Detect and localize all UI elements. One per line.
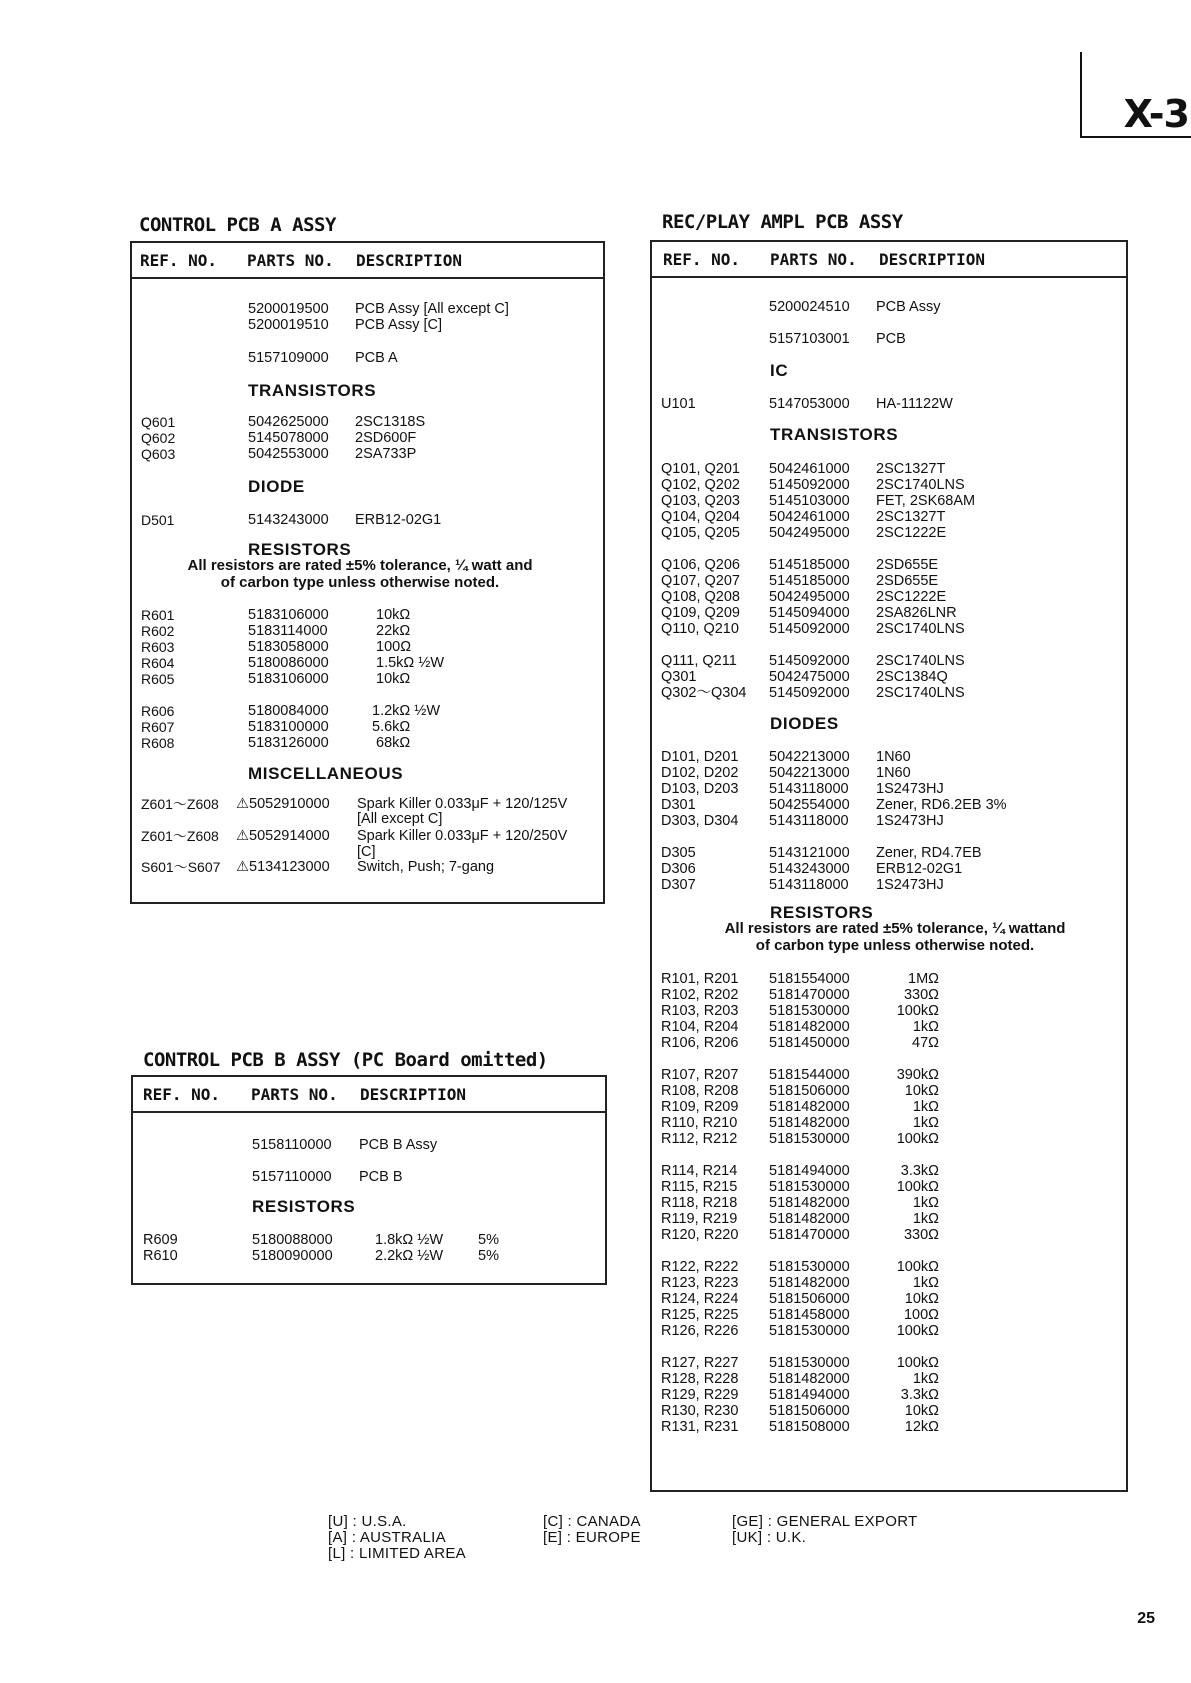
recplay-part-no: 5145092000 bbox=[769, 477, 850, 493]
recplay-title: REC/PLAY AMPL PCB ASSY bbox=[662, 211, 903, 233]
recplay-description: 100kΩ bbox=[896, 1323, 939, 1339]
recplay-part-no: 5143243000 bbox=[769, 861, 850, 877]
recplay-description: 390kΩ bbox=[896, 1067, 939, 1083]
recplay-description: 10kΩ bbox=[904, 1291, 939, 1307]
control-a-part-no: ⚠5134123000 bbox=[236, 859, 330, 875]
recplay-description: 1kΩ bbox=[912, 1019, 939, 1035]
recplay-part-no: 5181544000 bbox=[769, 1067, 850, 1083]
recplay-ref: Q110, Q210 bbox=[661, 621, 739, 637]
recplay-ref: R122, R222 bbox=[661, 1259, 739, 1275]
recplay-ref: R101, R201 bbox=[661, 971, 739, 987]
recplay-description: 3.3kΩ bbox=[900, 1387, 939, 1403]
control-a-description: PCB Assy [C] bbox=[355, 317, 443, 333]
control-a-part-no: 5183106000 bbox=[248, 671, 329, 687]
recplay-part-no: 5181494000 bbox=[769, 1163, 850, 1179]
recplay-description: 1S2473HJ bbox=[876, 813, 944, 829]
recplay-ref: D101, D201 bbox=[661, 749, 739, 765]
control-a-description: 2SC1318S bbox=[355, 414, 426, 430]
recplay-part-no: 5042495000 bbox=[769, 525, 850, 541]
control-a-part-no: ⚠5052914000 bbox=[236, 828, 330, 844]
recplay-part-no: 5042475000 bbox=[769, 669, 850, 685]
control-a-note-line2: of carbon type unless otherwise noted. bbox=[220, 574, 500, 591]
recplay-ref: R115, R215 bbox=[661, 1179, 738, 1195]
recplay-part-no: 5145092000 bbox=[769, 621, 850, 637]
recplay-part-no: 5181458000 bbox=[769, 1307, 850, 1323]
recplay-part-no: 5181482000 bbox=[769, 1019, 850, 1035]
recplay-part-no: 5181482000 bbox=[769, 1211, 850, 1227]
control-b-sub-resistors: RESISTORS bbox=[252, 1197, 356, 1216]
control-b-part-no: 5180090000 bbox=[252, 1248, 333, 1264]
recplay-ref: Q107, Q207 bbox=[661, 573, 740, 589]
control-a-description: ERB12-02G1 bbox=[355, 512, 442, 528]
header-description: DESCRIPTION bbox=[360, 1085, 466, 1104]
control-a-description: 2SA733P bbox=[355, 446, 417, 462]
recplay-part-no: 5181506000 bbox=[769, 1291, 850, 1307]
control-b-description: PCB B Assy bbox=[359, 1137, 438, 1153]
recplay-description: 100kΩ bbox=[896, 1003, 939, 1019]
control-a-ref: R607 bbox=[141, 719, 175, 735]
recplay-ref: R110, R210 bbox=[661, 1115, 738, 1131]
control-a-ref: D501 bbox=[141, 512, 175, 528]
recplay-part-no: 5145094000 bbox=[769, 605, 850, 621]
recplay-ref: R128, R228 bbox=[661, 1371, 739, 1387]
control-a-description: Spark Killer 0.033μF + 120/250V bbox=[357, 828, 568, 844]
recplay-part-no: 5181470000 bbox=[769, 987, 850, 1003]
control-a-part-no: 5145078000 bbox=[248, 430, 329, 446]
recplay-part-no: 5181506000 bbox=[769, 1403, 850, 1419]
control-b-description: PCB B bbox=[359, 1169, 403, 1185]
control-a-ref: R603 bbox=[141, 639, 175, 655]
control-a-sub-resistors: RESISTORS bbox=[248, 540, 352, 559]
recplay-description: 2SC1327T bbox=[876, 461, 946, 477]
recplay-ref: R106, R206 bbox=[661, 1035, 739, 1051]
control-a-ref: Z601～Z608 bbox=[141, 796, 219, 812]
control-a-part-no: 5183126000 bbox=[248, 735, 329, 751]
control-a-ref: Q603 bbox=[141, 446, 176, 462]
recplay-ref: Q106, Q206 bbox=[661, 557, 740, 573]
recplay-ref: R114, R214 bbox=[661, 1163, 738, 1179]
recplay-part-no: 5181482000 bbox=[769, 1099, 850, 1115]
control-a-ref: R605 bbox=[141, 671, 175, 687]
control-a-description: PCB A bbox=[355, 350, 398, 366]
recplay-part-no: 5147053000 bbox=[769, 396, 850, 412]
recplay-ref: Q111, Q211 bbox=[661, 653, 737, 669]
control-a-part-no: 5200019510 bbox=[248, 317, 329, 333]
recplay-note-line2: of carbon type unless otherwise noted. bbox=[755, 937, 1035, 954]
recplay-description: 100Ω bbox=[903, 1307, 939, 1323]
recplay-part-no: 5143118000 bbox=[769, 877, 849, 893]
header-parts: PARTS NO. bbox=[251, 1085, 338, 1104]
recplay-part-no: 5181530000 bbox=[769, 1323, 850, 1339]
recplay-header bbox=[652, 242, 1126, 278]
recplay-description: 1MΩ bbox=[908, 971, 939, 987]
legend-limited-area: [L] : LIMITED AREA bbox=[328, 1545, 466, 1562]
recplay-description: 12kΩ bbox=[904, 1419, 939, 1435]
recplay-description: 2SC1740LNS bbox=[876, 653, 965, 669]
recplay-ref: Q108, Q208 bbox=[661, 589, 740, 605]
recplay-description: 1N60 bbox=[876, 749, 911, 765]
legend-usa: [U] : U.S.A. bbox=[328, 1513, 407, 1530]
control-a-part-no: 5042625000 bbox=[248, 414, 329, 430]
recplay-description: 2SC1740LNS bbox=[876, 685, 965, 701]
control-a-description: PCB Assy [All except C] bbox=[355, 301, 509, 317]
recplay-part-no: 5181470000 bbox=[769, 1227, 850, 1243]
recplay-description: 330Ω bbox=[903, 1227, 939, 1243]
recplay-ref: Q105, Q205 bbox=[661, 525, 740, 541]
recplay-description: 2SC1384Q bbox=[876, 669, 948, 685]
control-a-part-no: 5183106000 bbox=[248, 607, 329, 623]
control-a-part-no: 5183058000 bbox=[248, 639, 329, 655]
recplay-ref: Q104, Q204 bbox=[661, 509, 740, 525]
recplay-part-no: 5181508000 bbox=[769, 1419, 850, 1435]
control-a-ref: R608 bbox=[141, 735, 175, 751]
recplay-part-no: 5181530000 bbox=[769, 1355, 850, 1371]
recplay-part-no: 5143118000 bbox=[769, 813, 849, 829]
control-b-part-no: 5157110000 bbox=[252, 1169, 332, 1185]
control-a-sub-transistors: TRANSISTORS bbox=[248, 381, 377, 400]
recplay-ref: U101 bbox=[661, 396, 696, 412]
control-a-description: 22kΩ bbox=[376, 623, 411, 639]
control-b-tolerance: 5% bbox=[478, 1248, 499, 1264]
recplay-part-no: 5181482000 bbox=[769, 1371, 850, 1387]
header-parts: PARTS NO. bbox=[770, 250, 857, 269]
recplay-ref: R109, R209 bbox=[661, 1099, 739, 1115]
recplay-description: 3.3kΩ bbox=[900, 1163, 939, 1179]
control-b-ref: R610 bbox=[143, 1248, 178, 1264]
control-a-ref: Q602 bbox=[141, 430, 176, 446]
recplay-part-no: 5145092000 bbox=[769, 685, 850, 701]
recplay-ref: R120, R220 bbox=[661, 1227, 739, 1243]
control-a-sub-misc: MISCELLANEOUS bbox=[248, 764, 404, 783]
recplay-part-no: 5181494000 bbox=[769, 1387, 850, 1403]
recplay-part-no: 5181530000 bbox=[769, 1131, 850, 1147]
recplay-description: 47Ω bbox=[912, 1035, 939, 1051]
recplay-description: 1kΩ bbox=[912, 1195, 939, 1211]
recplay-part-no: 5143118000 bbox=[769, 781, 849, 797]
recplay-ref: R123, R223 bbox=[661, 1275, 739, 1291]
control-a-part-no: ⚠5052910000 bbox=[236, 796, 330, 812]
recplay-description: HA-11122W bbox=[876, 396, 953, 412]
control-a-part-no: 5143243000 bbox=[248, 512, 329, 528]
control-a-description: [C] bbox=[357, 844, 376, 860]
header-description: DESCRIPTION bbox=[879, 250, 985, 269]
header-ref: REF. NO. bbox=[143, 1085, 221, 1104]
page-code: X-3 bbox=[1123, 92, 1189, 136]
recplay-part-no: 5145185000 bbox=[769, 557, 850, 573]
recplay-part-no: 5145092000 bbox=[769, 653, 850, 669]
recplay-sub-transistors: TRANSISTORS bbox=[770, 425, 899, 444]
header-ref: REF. NO. bbox=[663, 250, 741, 269]
legend-canada: [C] : CANADA bbox=[543, 1513, 641, 1530]
recplay-ref: R108, R208 bbox=[661, 1083, 739, 1099]
recplay-ref: D103, D203 bbox=[661, 781, 739, 797]
control-a-description: 2SD600F bbox=[355, 430, 417, 446]
recplay-sub-diodes: DIODES bbox=[770, 714, 839, 733]
control-a-part-no: 5180084000 bbox=[248, 703, 329, 719]
recplay-description: 1kΩ bbox=[912, 1099, 939, 1115]
control-a-note-line1: All resistors are rated ±5% tolerance, ¼ watt and bbox=[187, 557, 533, 574]
recplay-ref: R125, R225 bbox=[661, 1307, 739, 1323]
control-a-ref: Z601～Z608 bbox=[141, 828, 219, 844]
recplay-note-line1: All resistors are rated ±5% tolerance, ¼ wattand bbox=[724, 920, 1066, 937]
recplay-description: Zener, RD4.7EB bbox=[876, 845, 982, 861]
recplay-part-no: 5042213000 bbox=[769, 749, 850, 765]
recplay-description: 1kΩ bbox=[912, 1211, 939, 1227]
recplay-description: 10kΩ bbox=[904, 1083, 939, 1099]
recplay-ref: R107, R207 bbox=[661, 1067, 739, 1083]
control-a-ref: R601 bbox=[141, 607, 175, 623]
recplay-ref: R112, R212 bbox=[661, 1131, 738, 1147]
control-a-ref: S601～S607 bbox=[141, 859, 221, 875]
recplay-part-no: 5145103000 bbox=[769, 493, 850, 509]
control-b-tolerance: 5% bbox=[478, 1232, 499, 1248]
recplay-description: 1kΩ bbox=[912, 1275, 939, 1291]
recplay-ref: Q102, Q202 bbox=[661, 477, 740, 493]
recplay-ref: R129, R229 bbox=[661, 1387, 739, 1403]
recplay-part-no: 5042213000 bbox=[769, 765, 850, 781]
recplay-part-no: 5042495000 bbox=[769, 589, 850, 605]
recplay-description: 100kΩ bbox=[896, 1355, 939, 1371]
legend-uk: [UK] : U.K. bbox=[732, 1529, 807, 1546]
control-b-ref: R609 bbox=[143, 1232, 178, 1248]
recplay-description: 100kΩ bbox=[896, 1259, 939, 1275]
control-b-part-no: 5158110000 bbox=[252, 1137, 332, 1153]
recplay-description: 1kΩ bbox=[912, 1371, 939, 1387]
recplay-sub-ic: IC bbox=[770, 361, 789, 380]
control-a-description: 1.2kΩ ½W bbox=[372, 703, 441, 719]
control-a-ref: R602 bbox=[141, 623, 175, 639]
recplay-ref: Q103, Q203 bbox=[661, 493, 740, 509]
recplay-ref: D306 bbox=[661, 861, 696, 877]
recplay-ref: R131, R231 bbox=[661, 1419, 739, 1435]
recplay-ref: R103, R203 bbox=[661, 1003, 739, 1019]
control-a-description: Spark Killer 0.033μF + 120/125V bbox=[357, 796, 568, 812]
recplay-description: ERB12-02G1 bbox=[876, 861, 963, 877]
recplay-description: 100kΩ bbox=[896, 1179, 939, 1195]
recplay-description: 330Ω bbox=[903, 987, 939, 1003]
recplay-part-no: 5181554000 bbox=[769, 971, 850, 987]
control-a-ref: R606 bbox=[141, 703, 175, 719]
recplay-description: 2SC1740LNS bbox=[876, 477, 965, 493]
recplay-ref: D303, D304 bbox=[661, 813, 739, 829]
recplay-part-no: 5157103001 bbox=[769, 331, 850, 347]
recplay-description: 2SA826LNR bbox=[876, 605, 957, 621]
recplay-description: 100kΩ bbox=[896, 1131, 939, 1147]
control-a-description: 100Ω bbox=[376, 639, 412, 655]
recplay-description: PCB Assy bbox=[876, 299, 941, 315]
control-a-title: CONTROL PCB A ASSY bbox=[139, 214, 336, 236]
recplay-part-no: 5200024510 bbox=[769, 299, 850, 315]
control-b-title: CONTROL PCB B ASSY (PC Board omitted) bbox=[143, 1049, 548, 1071]
control-a-part-no: 5180086000 bbox=[248, 655, 329, 671]
control-a-part-no: 5183114000 bbox=[248, 623, 328, 639]
control-a-description: 10kΩ bbox=[376, 671, 411, 687]
control-a-part-no: 5200019500 bbox=[248, 301, 329, 317]
control-b-description: 1.8kΩ ½W bbox=[375, 1232, 444, 1248]
recplay-ref: D102, D202 bbox=[661, 765, 739, 781]
recplay-part-no: 5181530000 bbox=[769, 1259, 850, 1275]
control-a-description: 10kΩ bbox=[376, 607, 411, 623]
recplay-ref: R127, R227 bbox=[661, 1355, 739, 1371]
legend-general-export: [GE] : GENERAL EXPORT bbox=[732, 1513, 918, 1530]
recplay-part-no: 5042461000 bbox=[769, 461, 850, 477]
recplay-ref: D301 bbox=[661, 797, 696, 813]
recplay-ref: R130, R230 bbox=[661, 1403, 739, 1419]
page-tab bbox=[1080, 52, 1191, 138]
recplay-part-no: 5181450000 bbox=[769, 1035, 850, 1051]
control-a-ref: Q601 bbox=[141, 414, 176, 430]
recplay-part-no: 5181530000 bbox=[769, 1179, 850, 1195]
recplay-description: 2SD655E bbox=[876, 557, 939, 573]
header-parts: PARTS NO. bbox=[247, 251, 334, 270]
recplay-description: PCB bbox=[876, 331, 906, 347]
recplay-description: 2SC1327T bbox=[876, 509, 946, 525]
control-a-header bbox=[132, 243, 603, 279]
recplay-description: 2SC1222E bbox=[876, 589, 947, 605]
recplay-description: 1kΩ bbox=[912, 1115, 939, 1131]
control-a-description: [All except C] bbox=[357, 811, 443, 827]
recplay-ref: R104, R204 bbox=[661, 1019, 739, 1035]
control-a-ref: R604 bbox=[141, 655, 175, 671]
recplay-description: 10kΩ bbox=[904, 1403, 939, 1419]
recplay-description: 2SC1740LNS bbox=[876, 621, 965, 637]
recplay-ref: R124, R224 bbox=[661, 1291, 739, 1307]
control-a-part-no: 5042553000 bbox=[248, 446, 329, 462]
control-a-description: 1.5kΩ ½W bbox=[376, 655, 445, 671]
legend-australia: [A] : AUSTRALIA bbox=[328, 1529, 446, 1546]
header-description: DESCRIPTION bbox=[356, 251, 462, 270]
recplay-part-no: 5181506000 bbox=[769, 1083, 850, 1099]
recplay-description: 2SC1222E bbox=[876, 525, 947, 541]
control-a-description: 5.6kΩ bbox=[372, 719, 411, 735]
control-b-header bbox=[133, 1077, 605, 1113]
recplay-description: 1S2473HJ bbox=[876, 877, 944, 893]
recplay-description: FET, 2SK68AM bbox=[876, 493, 976, 509]
recplay-description: 1N60 bbox=[876, 765, 911, 781]
control-b-part-no: 5180088000 bbox=[252, 1232, 333, 1248]
control-a-description: 68kΩ bbox=[376, 735, 411, 751]
recplay-ref: Q302～Q304 bbox=[661, 685, 747, 701]
recplay-ref: Q109, Q209 bbox=[661, 605, 740, 621]
recplay-description: 1S2473HJ bbox=[876, 781, 944, 797]
recplay-part-no: 5143121000 bbox=[769, 845, 850, 861]
recplay-ref: D305 bbox=[661, 845, 696, 861]
legend-europe: [E] : EUROPE bbox=[543, 1529, 641, 1546]
recplay-description: 2SD655E bbox=[876, 573, 939, 589]
recplay-ref: R119, R219 bbox=[661, 1211, 738, 1227]
control-b-description: 2.2kΩ ½W bbox=[375, 1248, 444, 1264]
recplay-part-no: 5145185000 bbox=[769, 573, 850, 589]
recplay-ref: D307 bbox=[661, 877, 696, 893]
recplay-part-no: 5181530000 bbox=[769, 1003, 850, 1019]
control-a-sub-diode: DIODE bbox=[248, 477, 305, 496]
recplay-ref: R102, R202 bbox=[661, 987, 739, 1003]
recplay-part-no: 5181482000 bbox=[769, 1195, 850, 1211]
recplay-part-no: 5042461000 bbox=[769, 509, 850, 525]
recplay-sub-resistors: RESISTORS bbox=[770, 903, 874, 922]
control-a-part-no: 5157109000 bbox=[248, 350, 329, 366]
header-ref: REF. NO. bbox=[140, 251, 218, 270]
recplay-part-no: 5181482000 bbox=[769, 1115, 850, 1131]
control-a-description: Switch, Push; 7-gang bbox=[357, 859, 495, 875]
control-a-part-no: 5183100000 bbox=[248, 719, 329, 735]
recplay-part-no: 5181482000 bbox=[769, 1275, 850, 1291]
recplay-ref: Q101, Q201 bbox=[661, 461, 740, 477]
recplay-ref: R126, R226 bbox=[661, 1323, 739, 1339]
page-number: 25 bbox=[1137, 1610, 1155, 1627]
recplay-description: Zener, RD6.2EB 3% bbox=[876, 797, 1007, 813]
recplay-ref: R118, R218 bbox=[661, 1195, 738, 1211]
recplay-ref: Q301 bbox=[661, 669, 697, 685]
recplay-part-no: 5042554000 bbox=[769, 797, 850, 813]
